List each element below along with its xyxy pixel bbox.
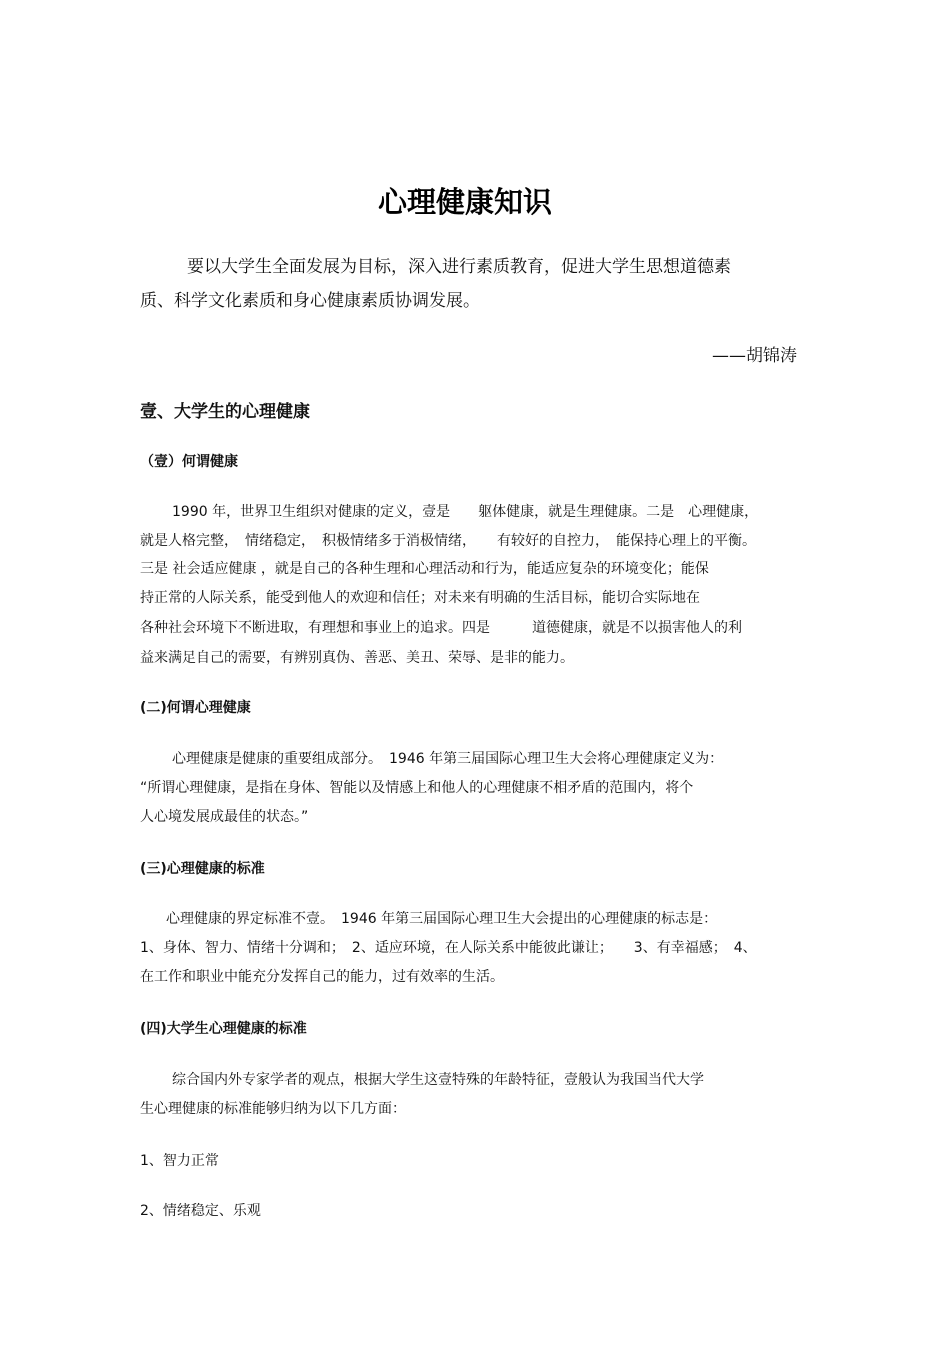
- quote-author: ——胡锦涛: [712, 346, 797, 366]
- paragraph-line: 在工作和职业中能充分发挥自己的能力，过有效率的生活。: [140, 969, 504, 985]
- paragraph-line: 益来满足自己的需要，有辨别真伪、善恶、美丑、荣辱、是非的能力。: [140, 650, 574, 666]
- subsection-heading-3: (三)心理健康的标准: [140, 861, 265, 877]
- paragraph-line: 综合国内外专家学者的观点，根据大学生这壹特殊的年龄特征，壹般认为我国当代大学: [172, 1072, 704, 1088]
- subsection-heading-1: （壹）何谓健康: [140, 454, 238, 470]
- paragraph-line: 1990 年，世界卫生组织对健康的定义，壹是 躯体健康，就是生理健康。二是 心理健康，: [172, 504, 759, 520]
- subsection-heading-4: (四)大学生心理健康的标准: [140, 1021, 307, 1037]
- paragraph-line: 生心理健康的标准能够归纳为以下几方面：: [140, 1101, 406, 1117]
- list-item: 1、智力正常: [140, 1153, 219, 1169]
- paragraph-line: 三是 社会适应健康 ，就是自己的各种生理和心理活动和行为，能适应复杂的环境变化；能保: [140, 561, 709, 577]
- section-heading: 壹、大学生的心理健康: [140, 402, 310, 422]
- paragraph-line: 人心境发展成最佳的状态。”: [140, 809, 309, 825]
- quote-line-1: 要以大学生全面发展为目标，深入进行素质教育，促进大学生思想道德素: [187, 257, 731, 277]
- subsection-heading-2: (二)何谓心理健康: [140, 700, 251, 716]
- page-title: 心理健康知识: [377, 185, 552, 219]
- paragraph-line: 各种社会环境下不断进取，有理想和事业上的追求。四是 道德健康，就是不以损害他人的利: [140, 620, 742, 636]
- quote-line-2: 质、科学文化素质和身心健康素质协调发展。: [140, 291, 480, 311]
- paragraph-line: 心理健康的界定标准不壹。 1946 年第三届国际心理卫生大会提出的心理健康的标志是：: [166, 911, 718, 927]
- paragraph-line: 1、身体、智力、情绪十分调和； 2、适应环境，在人际关系中能彼此谦让； 3、有幸福感； 4、: [140, 940, 757, 956]
- paragraph-line: 心理健康是健康的重要组成部分。 1946 年第三届国际心理卫生大会将心理健康定义为：: [172, 751, 724, 767]
- paragraph-line: 就是人格完整， 情绪稳定， 积极情绪多于消极情绪， 有较好的自控力， 能保持心理上的平衡。: [140, 533, 756, 549]
- list-item: 2、情绪稳定、乐观: [140, 1203, 261, 1219]
- paragraph-line: 持正常的人际关系，能受到他人的欢迎和信任；对未来有明确的生活目标，能切合实际地在: [140, 590, 700, 606]
- paragraph-line: “所谓心理健康，是指在身体、智能以及情感上和他人的心理健康不相矛盾的范围内，将个: [140, 780, 694, 796]
